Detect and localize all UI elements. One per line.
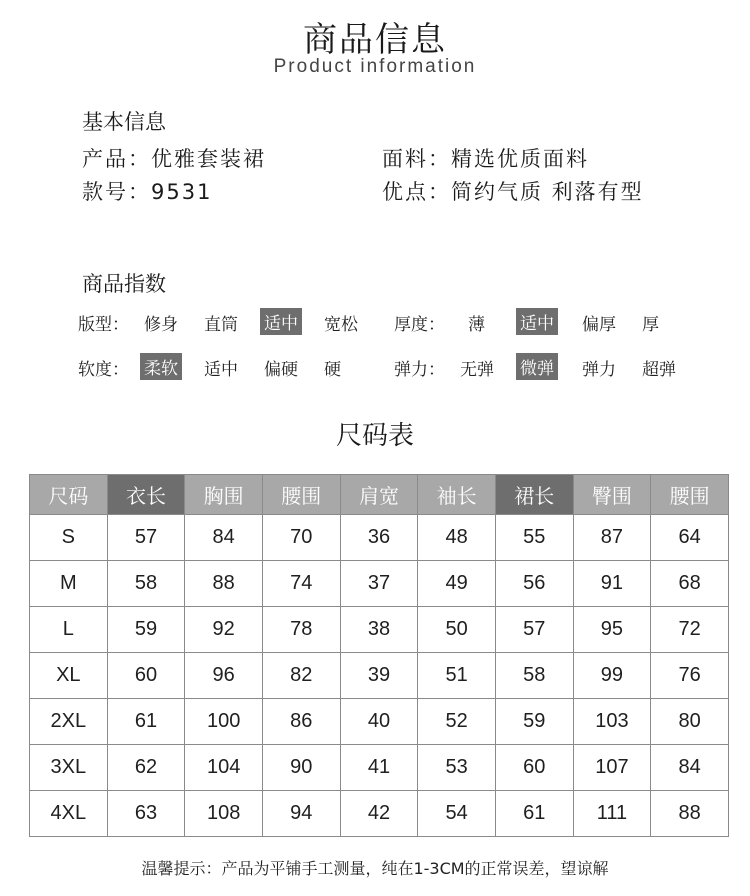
header-cell-waist: 腰围: [262, 475, 340, 515]
fit-option: 直筒: [204, 315, 238, 335]
measurement-cell: 80: [651, 699, 729, 745]
softness-label: 软度：: [78, 360, 129, 380]
table-row: [30, 653, 729, 699]
header-cell-length: 衣长: [107, 475, 185, 515]
fit-label: 版型：: [78, 315, 129, 335]
advantage-info: 优点：简约气质 利落有型: [382, 180, 644, 204]
header-cell-size: 尺码: [30, 475, 108, 515]
measurement-cell: 57: [495, 607, 573, 653]
softness-option: 硬: [324, 360, 341, 380]
measurement-cell: 90: [262, 745, 340, 791]
measurement-cell: 87: [573, 515, 651, 561]
measurement-cell: 92: [185, 607, 263, 653]
style-number: 款号：9531: [82, 180, 213, 204]
size-cell: 2XL: [30, 699, 108, 745]
measurement-cell: 96: [185, 653, 263, 699]
measurement-cell: 74: [262, 561, 340, 607]
fabric-info: 面料：精选优质面料: [382, 147, 589, 171]
thickness-label: 厚度：: [394, 315, 445, 335]
measurement-cell: 88: [651, 791, 729, 837]
thickness-option: 薄: [468, 315, 485, 335]
measurement-cell: 108: [185, 791, 263, 837]
measurement-cell: 52: [418, 699, 496, 745]
size-cell: S: [30, 515, 108, 561]
measurement-cell: 91: [573, 561, 651, 607]
measurement-cell: 64: [651, 515, 729, 561]
measurement-cell: 104: [185, 745, 263, 791]
measurement-cell: 88: [185, 561, 263, 607]
measurement-cell: 55: [495, 515, 573, 561]
elasticity-option: 无弹: [460, 360, 494, 380]
softness-option: 偏硬: [264, 360, 298, 380]
softness-option: 适中: [204, 360, 238, 380]
size-table: [29, 474, 729, 837]
page-title: 商品信息: [303, 20, 447, 60]
page-subtitle: Product information: [273, 56, 477, 77]
table-row: [30, 515, 729, 561]
measurement-cell: 53: [418, 745, 496, 791]
measurement-cell: 72: [651, 607, 729, 653]
measurement-cell: 68: [651, 561, 729, 607]
table-row: [30, 745, 729, 791]
basic-info-heading: 基本信息: [82, 110, 166, 134]
measurement-cell: 56: [495, 561, 573, 607]
elasticity-option: 弹力: [582, 360, 616, 380]
measurement-cell: 100: [185, 699, 263, 745]
measurement-cell: 61: [495, 791, 573, 837]
measurement-cell: 41: [340, 745, 418, 791]
fit-option-selected: 适中: [260, 308, 302, 335]
measurement-cell: 84: [185, 515, 263, 561]
size-table-title: 尺码表: [335, 421, 414, 451]
measurement-cell: 48: [418, 515, 496, 561]
measurement-cell: 70: [262, 515, 340, 561]
table-row: [30, 561, 729, 607]
measurement-cell: 50: [418, 607, 496, 653]
measurement-cell: 94: [262, 791, 340, 837]
measurement-cell: 61: [107, 699, 185, 745]
header-cell-shoulder: 肩宽: [340, 475, 418, 515]
table-row: [30, 607, 729, 653]
measurement-cell: 49: [418, 561, 496, 607]
fit-option: 修身: [144, 315, 178, 335]
measurement-cell: 57: [107, 515, 185, 561]
measurement-cell: 86: [262, 699, 340, 745]
thickness-option-selected: 适中: [516, 308, 558, 335]
header-cell-hip: 臀围: [573, 475, 651, 515]
measurement-cell: 39: [340, 653, 418, 699]
measurement-cell: 62: [107, 745, 185, 791]
measurement-cell: 103: [573, 699, 651, 745]
measurement-cell: 60: [107, 653, 185, 699]
fit-option: 宽松: [324, 315, 358, 335]
measurement-cell: 99: [573, 653, 651, 699]
size-cell: M: [30, 561, 108, 607]
measurement-cell: 76: [651, 653, 729, 699]
elasticity-option-selected: 微弹: [516, 353, 558, 380]
measurement-cell: 82: [262, 653, 340, 699]
header-cell-skirt-length: 裙长: [495, 475, 573, 515]
measurement-cell: 42: [340, 791, 418, 837]
measurement-cell: 111: [573, 791, 651, 837]
measurement-cell: 54: [418, 791, 496, 837]
thickness-option: 偏厚: [582, 315, 616, 335]
table-row: [30, 791, 729, 837]
size-cell: 4XL: [30, 791, 108, 837]
size-table-header-row: [30, 475, 729, 515]
header-cell-bust: 胸围: [185, 475, 263, 515]
measurement-cell: 84: [651, 745, 729, 791]
measurement-cell: 36: [340, 515, 418, 561]
indices-heading: 商品指数: [82, 272, 166, 296]
measurement-cell: 107: [573, 745, 651, 791]
measurement-cell: 51: [418, 653, 496, 699]
size-cell: 3XL: [30, 745, 108, 791]
measurement-cell: 95: [573, 607, 651, 653]
softness-option-selected: 柔软: [140, 353, 182, 380]
measurement-cell: 38: [340, 607, 418, 653]
measurement-cell: 63: [107, 791, 185, 837]
elasticity-option: 超弹: [642, 360, 676, 380]
elasticity-label: 弹力：: [394, 360, 445, 380]
measurement-cell: 60: [495, 745, 573, 791]
header-cell-skirt-waist: 腰围: [651, 475, 729, 515]
measurement-cell: 58: [107, 561, 185, 607]
size-cell: XL: [30, 653, 108, 699]
size-cell: L: [30, 607, 108, 653]
product-name: 产品：优雅套装裙: [82, 147, 266, 171]
measurement-cell: 58: [495, 653, 573, 699]
measurement-cell: 59: [107, 607, 185, 653]
header-cell-sleeve: 袖长: [418, 475, 496, 515]
measurement-cell: 40: [340, 699, 418, 745]
measurement-cell: 78: [262, 607, 340, 653]
measurement-cell: 37: [340, 561, 418, 607]
measurement-note: 温馨提示：产品为平铺手工测量，纯在1-3CM的正常误差，望谅解: [141, 859, 609, 878]
thickness-option: 厚: [642, 315, 659, 335]
measurement-cell: 59: [495, 699, 573, 745]
index-row-fit-thickness: [0, 310, 750, 334]
index-row-softness-elasticity: [0, 355, 750, 379]
table-row: [30, 699, 729, 745]
